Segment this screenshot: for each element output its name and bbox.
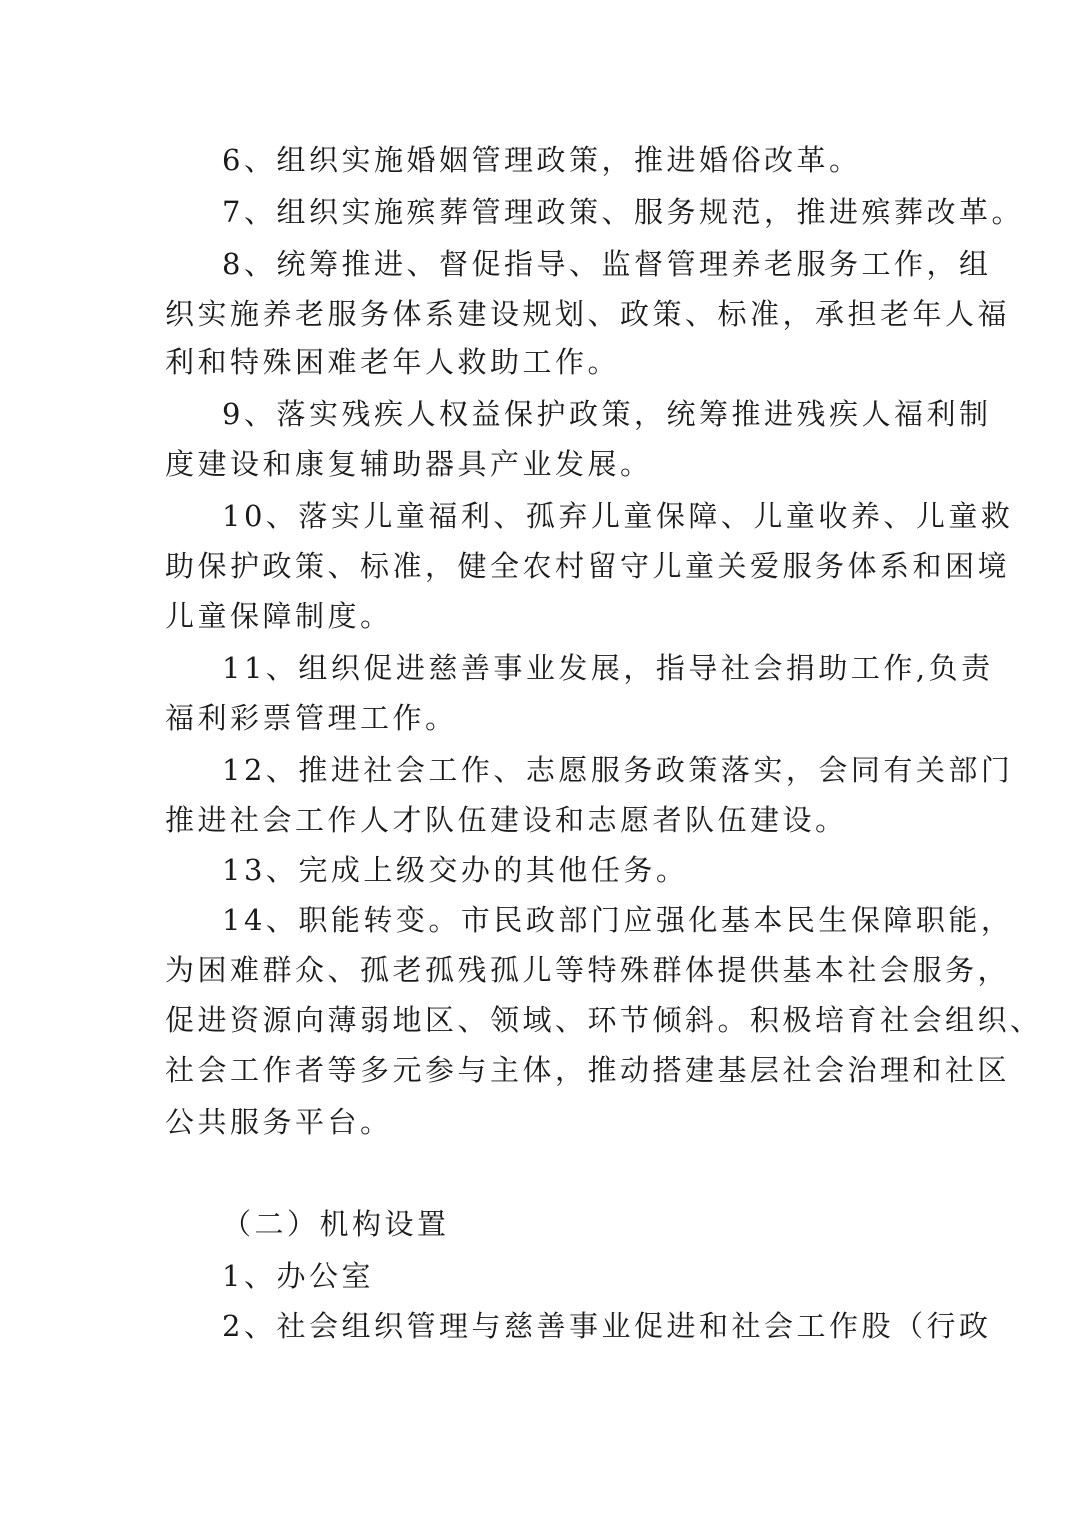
paragraph-line: 织实施养老服务体系建设规划、政策、标准，承担老年人福 [165,297,1011,331]
paragraph-line: 8、统筹推进、督促指导、监督管理养老服务工作，组 [222,247,992,281]
paragraph-line: 利和特殊困难老年人救助工作。 [165,345,621,379]
paragraph-line: 促进资源向薄弱地区、领域、环节倾斜。积极培育社会组织、 [165,1003,1043,1037]
paragraph-line: 11、组织促进慈善事业发展，指导社会捐助工作,负责 [222,651,994,685]
paragraph-line: 福利彩票管理工作。 [165,701,458,735]
paragraph-line: 公共服务平台。 [165,1105,393,1139]
paragraph-line: 7、组织实施殡葬管理政策、服务规范，推进殡葬改革。 [222,195,1024,229]
section-heading: （二）机构设置 [222,1207,450,1241]
paragraph-line: 社会工作者等多元参与主体，推动搭建基层社会治理和社区 [165,1053,1011,1087]
paragraph-line: 9、落实残疾人权益保护政策，统筹推进残疾人福利制 [222,397,992,431]
org-line: 2、社会组织管理与慈善事业促进和社会工作股（行政 [222,1309,992,1343]
paragraph-line: 儿童保障制度。 [165,599,393,633]
paragraph-line: 10、落实儿童福利、孤弃儿童保障、儿童收养、儿童救 [222,499,1014,533]
paragraph-line: 14、职能转变。市民政部门应强化基本民生保障职能， [222,903,1014,937]
paragraph-line: 度建设和康复辅助器具产业发展。 [165,447,653,481]
paragraph-line: 12、推进社会工作、志愿服务政策落实，会同有关部门 [222,753,1014,787]
paragraph-line: 6、组织实施婚姻管理政策，推进婚俗改革。 [222,143,862,177]
paragraph-line: 推进社会工作人才队伍建设和志愿者队伍建设。 [165,803,848,837]
org-line: 1、办公室 [222,1259,374,1293]
paragraph-line: 助保护政策、标准，健全农村留守儿童关爱服务体系和困境 [165,549,1011,583]
paragraph-line: 为困难群众、孤老孤残孤儿等特殊群体提供基本社会服务， [165,953,1011,987]
paragraph-line: 13、完成上级交办的其他任务。 [222,853,689,887]
